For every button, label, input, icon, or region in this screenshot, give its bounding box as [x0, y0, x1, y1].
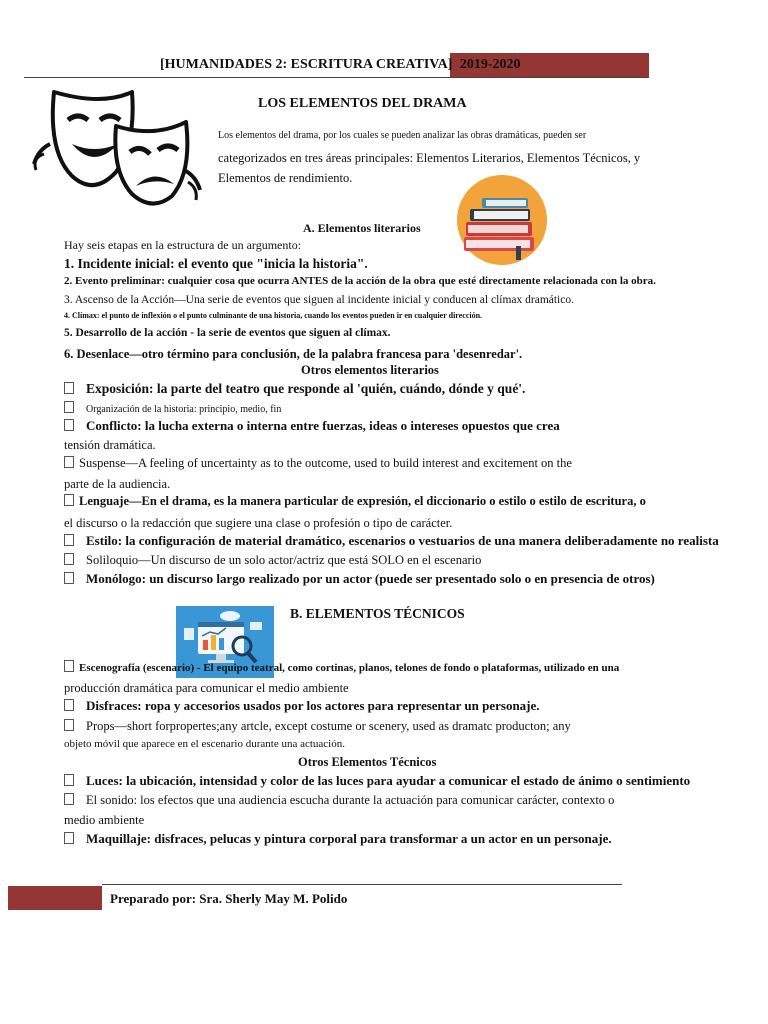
bullet-box-icon — [64, 456, 74, 468]
list-item-monologo: Monólogo: un discurso largo realizado por un actor (puede ser presentado solo o en presencia de otros) — [64, 571, 655, 587]
bullet-box-icon — [64, 793, 74, 805]
books-stack-icon — [456, 174, 548, 266]
intro-line-2: categorizados en tres áreas principales: Elementos Literarios, Elementos Técnicos, y — [218, 151, 641, 165]
list-item-exposicion: Exposición: la parte del teatro que responde al 'quién, cuándo, dónde y qué'. — [64, 381, 525, 397]
list-item-estilo: Estilo: la configuración de material dramático, escenarios o vestuarios de una manera deliberadamente no realista — [64, 533, 719, 549]
header-rule — [24, 77, 649, 78]
escenografia-continued: producción dramática para comunicar el medio ambiente — [64, 681, 349, 695]
lenguaje-continued: el discurso o la redacción que sugiere una clase o profesión o tipo de carácter. — [64, 516, 453, 530]
list-item-organizacion: Organización de la historia: principio, medio, fin — [64, 401, 281, 415]
bullet-box-icon — [64, 572, 74, 584]
list-item-conflicto: Conflicto: la lucha externa o interna entre fuerzas, ideas o intereses opuestos que crea — [64, 418, 560, 434]
bullet-box-icon — [64, 699, 74, 711]
list-item-props: Props—short forpropertes;any artcle, except costume or scenery, used as dramatc producton; any — [64, 719, 571, 734]
plot-stage-1: 1. Incidente inicial: el evento que "inicia la historia". — [64, 256, 368, 271]
plot-stage-3: 3. Ascenso de la Acción—Una serie de eventos que siguen al incidente inicial y conducen al clímax dramático. — [64, 294, 574, 306]
suspense-continued: parte de la audiencia. — [64, 477, 171, 491]
bullet-box-icon — [64, 494, 74, 506]
list-item-lenguaje: Lenguaje—En el drama, es la manera particular de expresión, el diccionario o estilo o estilo de escritura, o — [64, 494, 646, 509]
bullet-box-icon — [64, 719, 74, 731]
bullet-box-icon — [64, 419, 74, 431]
plot-stage-2: 2. Evento preliminar: cualquier cosa que ocurra ANTES de la acción de la obra que esté directamente relacionada con la obra. — [64, 275, 656, 287]
bullet-box-icon — [64, 832, 74, 844]
section-a-intro: Hay seis etapas en la estructura de un argumento: — [64, 238, 302, 252]
plot-stage-6: 6. Desenlace—otro término para conclusión, de la palabra francesa para 'desenredar'. — [64, 347, 523, 361]
list-item-disfraces: Disfraces: ropa y accesorios usados por los actores para representar un personaje. — [64, 698, 540, 714]
page-title: LOS ELEMENTOS DEL DRAMA — [258, 96, 467, 111]
bullet-box-icon — [64, 774, 74, 786]
header-year: 2019-2020 — [459, 57, 521, 72]
sonido-continued: medio ambiente — [64, 813, 145, 827]
footer-accent-bar — [8, 886, 102, 910]
plot-stage-5: 5. Desarrollo de la acción - la serie de eventos que siguen al clímax. — [64, 327, 391, 339]
plot-stage-4: 4. Clímax: el punto de inflexión o el punto culminante de una historia, cuando los eventos pueden ir en cualquier dirección. — [64, 311, 483, 320]
header-course: [HUMANIDADES 2: ESCRITURA CREATIVA] — [160, 57, 453, 72]
otros-tecnicos-heading: Otros Elementos Técnicos — [298, 755, 437, 769]
footer-prepared-by: Preparado por: Sra. Sherly May M. Polido — [110, 891, 348, 906]
section-a-heading: A. Elementos literarios — [303, 221, 421, 235]
footer-rule — [102, 884, 622, 885]
props-continued: objeto móvil que aparece en el escenario durante una actuación. — [64, 738, 345, 750]
section-b-heading: B. ELEMENTOS TÉCNICOS — [290, 606, 465, 621]
otros-literarios-heading: Otros elementos literarios — [301, 363, 439, 377]
bullet-box-icon — [64, 401, 74, 413]
bullet-box-icon — [64, 534, 74, 546]
header-title — [160, 57, 521, 73]
intro-line-1: Los elementos del drama, por los cuales se pueden analizar las obras dramáticas, pueden ser — [218, 130, 587, 141]
list-item-sonido: El sonido: los efectos que una audiencia escucha durante la actuación para comunicar carácter, contexto o — [64, 793, 614, 808]
list-item-suspense: Suspense—A feeling of uncertainty as to the outcome, used to build interest and excitement on the — [64, 456, 572, 471]
bullet-box-icon — [64, 553, 74, 565]
list-item-maquillaje: Maquillaje: disfraces, pelucas y pintura corporal para transformar a un actor en un personaje. — [64, 831, 612, 847]
theater-masks-icon — [32, 84, 202, 212]
conflicto-continued: tensión dramática. — [64, 438, 156, 452]
list-item-soliloquio: Soliloquio—Un discurso de un solo actor/actriz que está SOLO en el escenario — [64, 553, 481, 568]
bullet-box-icon — [64, 382, 74, 394]
list-item-escenografia: Escenografía (escenario) - El equipo teatral, como cortinas, planos, telones de fondo o plataformas, utilizado en una — [64, 660, 619, 674]
intro-line-3: Elementos de rendimiento. — [218, 171, 353, 185]
list-item-luces: Luces: la ubicación, intensidad y color de las luces para ayudar a comunicar el estado de ánimo o sentimiento — [64, 773, 690, 789]
bullet-box-icon — [64, 660, 74, 672]
